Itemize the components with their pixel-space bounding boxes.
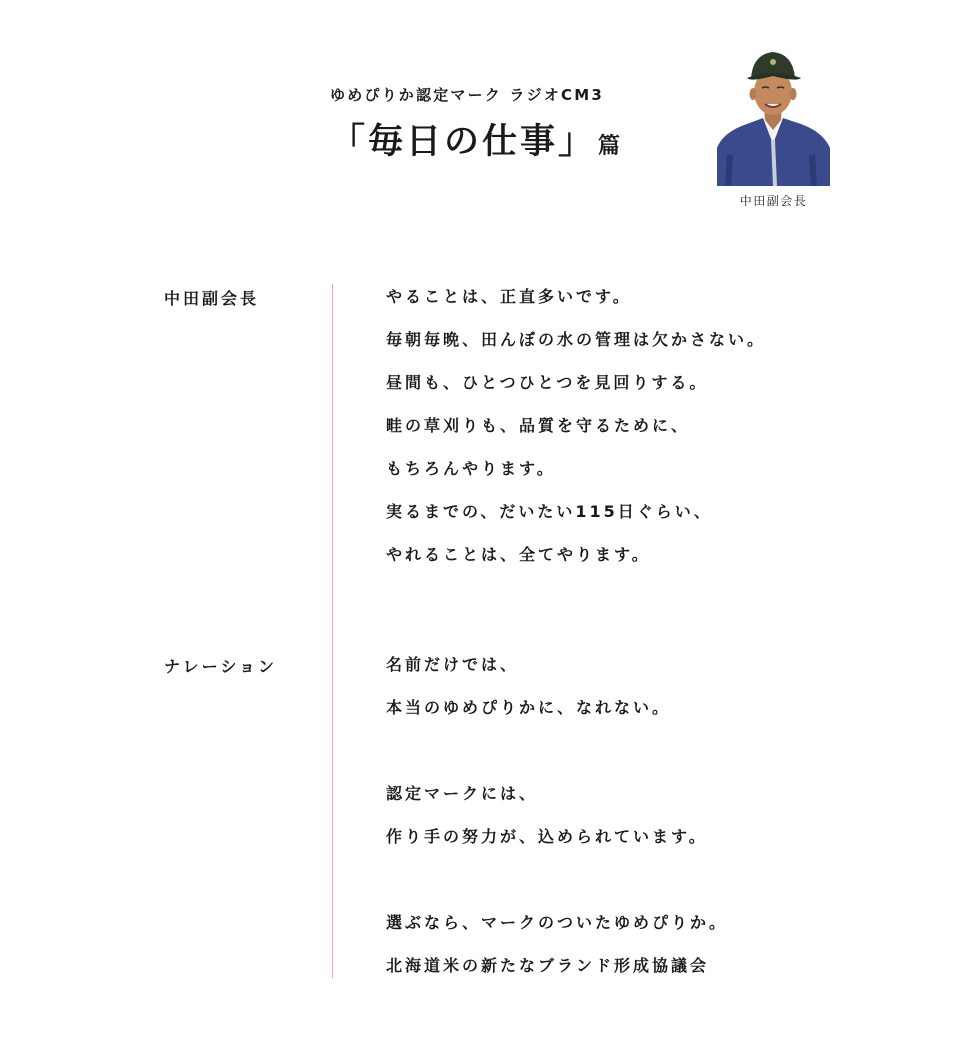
script-line: 認定マークには、 [386, 784, 539, 803]
vertical-divider [332, 284, 333, 978]
cm-title-suffix: 篇 [598, 134, 621, 159]
speaker-label: 中田副会長 [164, 289, 260, 308]
script-line: もちろんやります。 [386, 459, 556, 478]
script-line: やることは、正直多いです。 [386, 287, 632, 306]
speaker-label: ナレーション [164, 657, 278, 676]
script-line: やれることは、全てやります。 [386, 545, 651, 564]
script-line: 畦の草刈りも、品質を守るために、 [386, 416, 691, 435]
script-line: 毎朝毎晩、田んぼの水の管理は欠かさない。 [386, 330, 767, 349]
script-line: 本当のゆめぴりかに、なれない。 [386, 698, 672, 717]
script-line: 実るまでの、だいたい115日ぐらい、 [386, 502, 713, 521]
header [0, 0, 965, 240]
script-line: 作り手の努力が、込められています。 [386, 827, 708, 846]
cm-title-main: 「毎日の仕事」 [330, 122, 597, 162]
script-line: 昼間も、ひとつひとつを見回りする。 [386, 373, 709, 392]
script-lines [386, 286, 766, 587]
photo-caption: 中田副会長 [739, 194, 808, 208]
script-line: 名前だけでは、 [386, 655, 520, 674]
cm-subtitle: ゆめぴりか認定マーク ラジオCM3 [330, 86, 604, 104]
script-line: 選ぶなら、マークのついたゆめぴりか。 [386, 913, 729, 932]
cm-title [330, 114, 620, 164]
script-lines [386, 654, 728, 998]
script-line: 北海道米の新たなブランド形成協議会 [386, 956, 710, 975]
farmer-photo [717, 44, 830, 186]
